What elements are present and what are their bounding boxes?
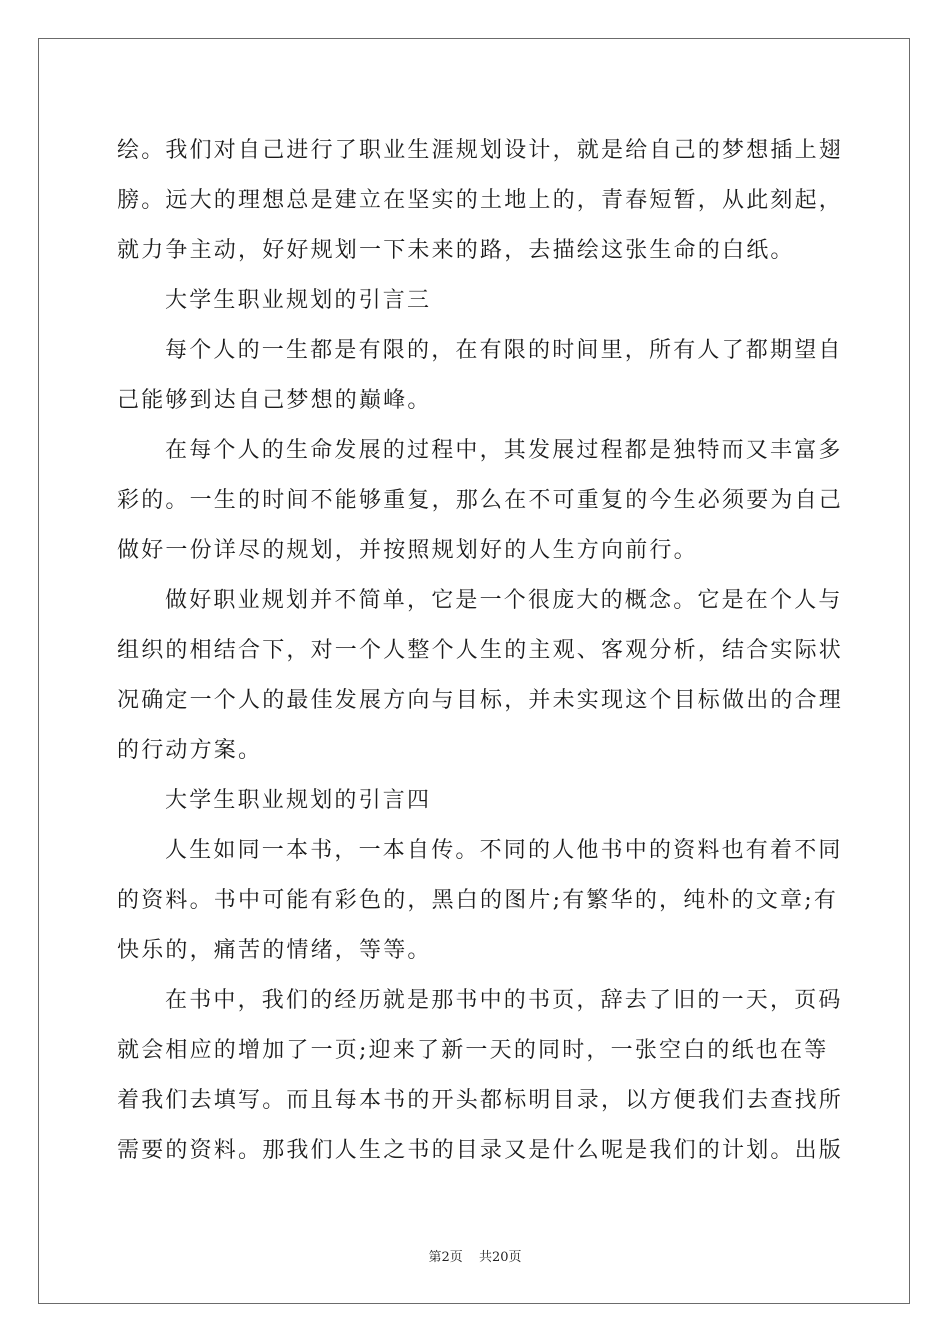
section-heading: 大学生职业规划的引言四 xyxy=(165,788,432,813)
text-line: 在每个人的生命发展的过程中，其发展过程都是独特而又丰富多 xyxy=(165,438,843,463)
text-line: 做好一份详尽的规划，并按照规划好的人生方向前行。 xyxy=(117,538,698,563)
text-line: 的行动方案。 xyxy=(117,738,263,763)
text-line: 的资料。书中可能有彩色的，黑白的图片;有繁华的，纯朴的文章;有 xyxy=(117,888,839,913)
current-page-number: 第2页 xyxy=(428,1250,463,1265)
text-line: 就力争主动，好好规划一下未来的路，去描绘这张生命的白纸。 xyxy=(117,238,795,263)
text-line: 绘。我们对自己进行了职业生涯规划设计，就是给自己的梦想插上翅 xyxy=(117,138,844,163)
text-line: 着我们去填写。而且每本书的开头都标明目录，以方便我们去查找所 xyxy=(117,1088,844,1113)
text-line: 做好职业规划并不简单，它是一个很庞大的概念。它是在个人与 xyxy=(165,588,843,613)
text-line: 人生如同一本书，一本自传。不同的人他书中的资料也有着不同 xyxy=(165,838,843,863)
text-line: 组织的相结合下，对一个人整个人生的主观、客观分析，结合实际状 xyxy=(117,638,844,663)
section-heading: 大学生职业规划的引言三 xyxy=(165,288,432,313)
document-body xyxy=(117,126,844,1176)
text-line: 就会相应的增加了一页;迎来了新一天的同时，一张空白的纸也在等 xyxy=(117,1038,829,1063)
text-line: 需要的资料。那我们人生之书的目录又是什么呢是我们的计划。出版 xyxy=(117,1138,844,1163)
text-line: 膀。远大的理想总是建立在坚实的土地上的，青春短暂，从此刻起， xyxy=(117,188,844,213)
total-page-count: 共20页 xyxy=(478,1250,522,1265)
page-footer xyxy=(0,1246,950,1265)
text-line: 彩的。一生的时间不能够重复，那么在不可重复的今生必须要为自己 xyxy=(117,488,844,513)
text-line: 快乐的，痛苦的情绪，等等。 xyxy=(117,938,432,963)
text-line: 己能够到达自己梦想的巅峰。 xyxy=(117,388,432,413)
text-line: 在书中，我们的经历就是那书中的书页，辞去了旧的一天，页码 xyxy=(165,988,843,1013)
text-line: 每个人的一生都是有限的，在有限的时间里，所有人了都期望自 xyxy=(165,338,843,363)
text-line: 况确定一个人的最佳发展方向与目标，并未实现这个目标做出的合理 xyxy=(117,688,844,713)
